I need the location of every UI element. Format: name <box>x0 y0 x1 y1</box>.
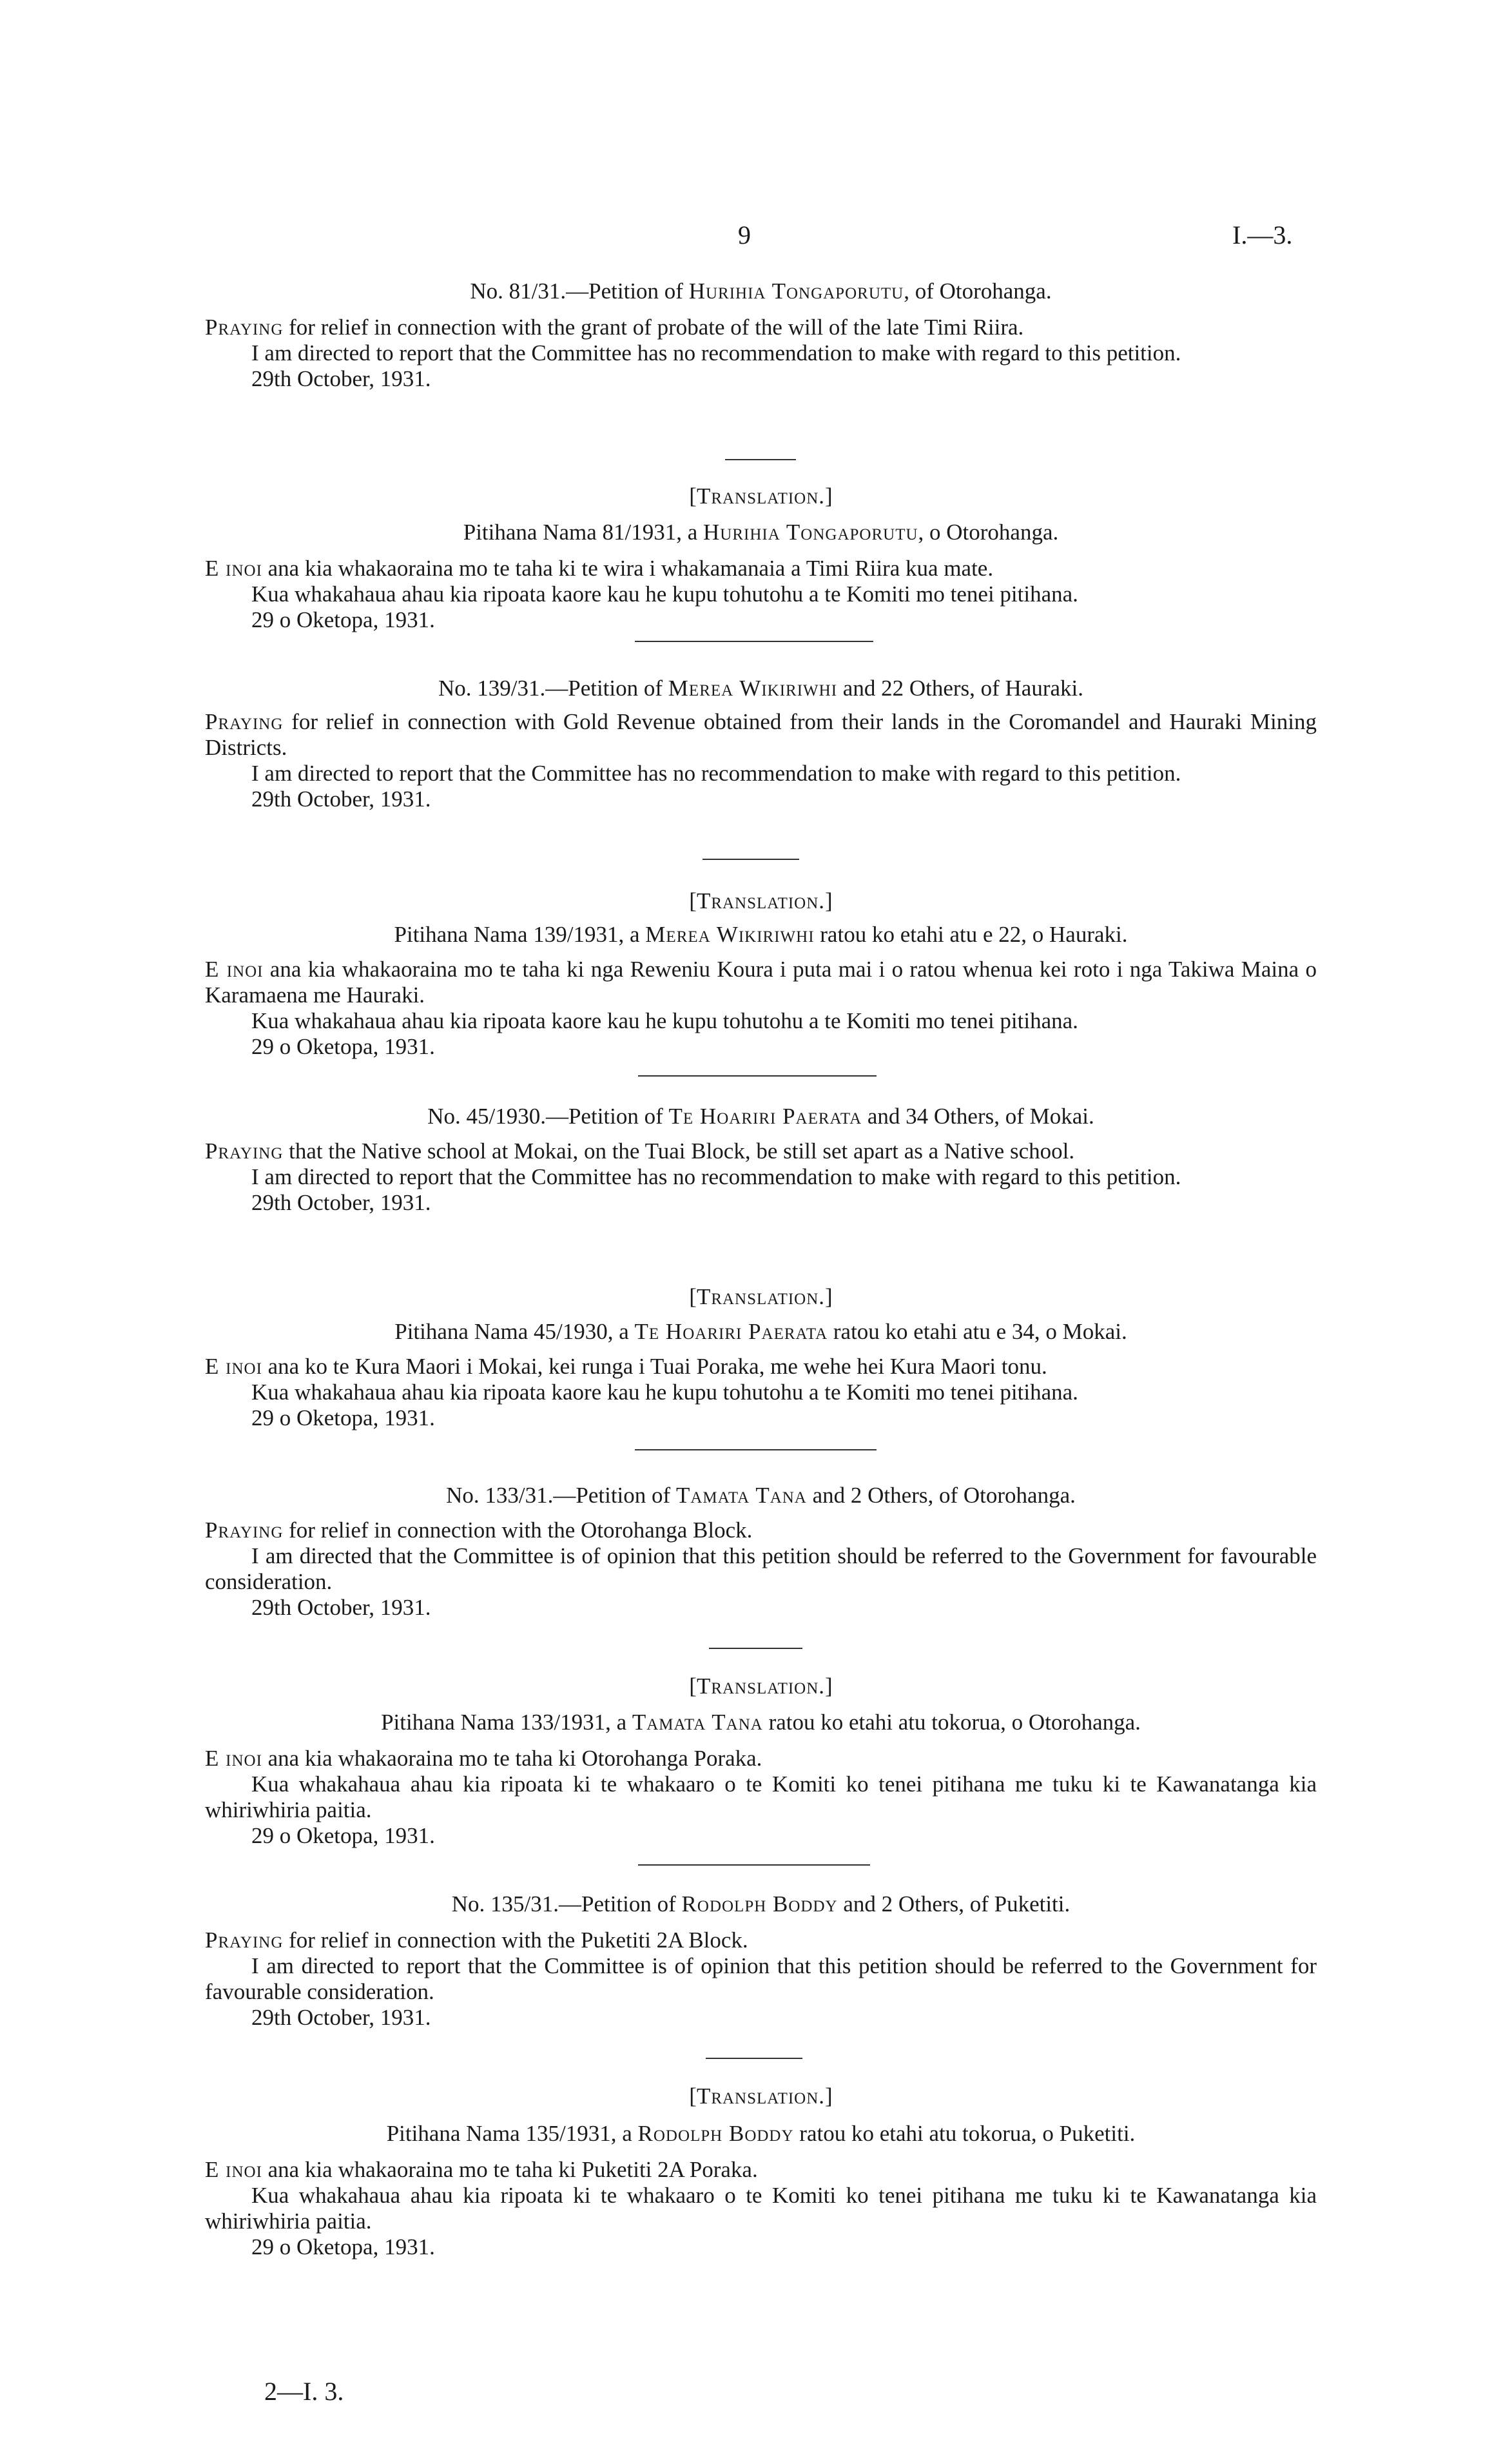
translation-4-date: 29 o Oketopa, 1931. <box>251 1823 435 1848</box>
divider <box>638 1864 870 1866</box>
translation-5-date: 29 o Oketopa, 1931. <box>251 2234 435 2259</box>
translation-5-title: Pitihana Nama 135/1931, a Rodolph Boddy ratou ko etahi atu tokorua, o Puketiti. <box>386 2121 1136 2146</box>
petition-1-date: 29th October, 1931. <box>251 366 431 391</box>
translation-1-title: Pitihana Nama 81/1931, a Hurihia Tongaporutu, o Otorohanga. <box>463 520 1059 545</box>
translation-3-inoi: E inoi ana ko te Kura Maori i Mokai, kei runga i Tuai Poraka, me wehe hei Kura Maori tonu. <box>205 1354 1047 1379</box>
divider <box>635 1449 877 1450</box>
divider <box>635 641 873 642</box>
translation-2-title: Pitihana Nama 139/1931, a Merea Wikiriwhi ratou ko etahi atu e 22, o Hauraki. <box>394 922 1128 947</box>
petition-5-body <box>205 1927 1317 2031</box>
page-number: 9 <box>738 220 751 249</box>
petition-1-title: No. 81/31.—Petition of Hurihia Tongaporutu, of Otorohanga. <box>470 278 1052 304</box>
translation-3-label: [Translation.] <box>689 1284 833 1309</box>
petition-1-body <box>205 315 1317 392</box>
translation-3-title: Pitihana Nama 45/1930, a Te Hoariri Paerata ratou ko etahi atu e 34, o Mokai. <box>394 1319 1127 1344</box>
signature-mark: 2—I. 3. <box>264 2377 344 2406</box>
petition-4-report: I am directed that the Committee is of opinion that this petition should be referred to the Government for favourable consideration. <box>205 1543 1317 1594</box>
translation-4-title: Pitihana Nama 133/1931, a Tamata Tana ratou ko etahi atu tokorua, o Otorohanga. <box>381 1710 1141 1735</box>
petition-3-body <box>205 1138 1317 1216</box>
translation-3-body <box>205 1354 1317 1431</box>
translation-2-report: Kua whakahaua ahau kia ripoata kaore kau he kupu tohutohu a te Komiti mo tenei pitihana. <box>251 1008 1078 1033</box>
petition-2-title: No. 139/31.—Petition of Merea Wikiriwhi and 22 Others, of Hauraki. <box>438 676 1084 701</box>
document-reference: I.—3. <box>1232 220 1293 249</box>
translation-1-date: 29 o Oketopa, 1931. <box>251 607 435 632</box>
petition-1-report: I am directed to report that the Committee has no recommendation to make with regard to this petition. <box>251 340 1181 366</box>
petition-3-praying: Praying that the Native school at Mokai, on the Tuai Block, be still set apart as a Native school. <box>205 1138 1075 1164</box>
translation-1-report: Kua whakahaua ahau kia ripoata kaore kau he kupu tohutohu a te Komiti mo tenei pitihana. <box>251 581 1078 607</box>
petition-3-report: I am directed to report that the Committee has no recommendation to make with regard to this petition. <box>251 1164 1181 1189</box>
divider <box>703 859 799 860</box>
translation-5-body <box>205 2157 1317 2260</box>
translation-5-label: [Translation.] <box>689 2083 833 2109</box>
divider <box>638 1075 877 1077</box>
divider <box>725 459 796 460</box>
translation-4-report: Kua whakahaua ahau kia ripoata ki te whakaaro o te Komiti ko tenei pitihana me tuku ki te Kawanatanga kia whiriwhiria paitia. <box>205 1771 1317 1822</box>
translation-2-inoi: E inoi ana kia whakaoraina mo te taha ki nga Reweniu Koura i puta mai i o ratou whenua kei roto i nga Takiwa Maina o Karamaena me Hauraki. <box>205 957 1317 1008</box>
petition-5-praying: Praying for relief in connection with the Puketiti 2A Block. <box>205 1927 748 1953</box>
petition-2-report: I am directed to report that the Committee has no recommendation to make with regard to this petition. <box>251 761 1181 786</box>
translation-3-date: 29 o Oketopa, 1931. <box>251 1405 435 1430</box>
translation-4-body <box>205 1746 1317 1849</box>
translation-1-inoi: E inoi ana kia whakaoraina mo te taha ki te wira i whakamanaia a Timi Riira kua mate. <box>205 556 994 581</box>
translation-1-label: [Translation.] <box>689 483 833 509</box>
petition-5-report: I am directed to report that the Committee is of opinion that this petition should be referred to the Government for favourable consideration. <box>205 1953 1317 2004</box>
petition-5-date: 29th October, 1931. <box>251 2005 431 2030</box>
petition-2-body <box>205 709 1317 812</box>
petition-1-praying: Praying for relief in connection with the grant of probate of the will of the late Timi Riira. <box>205 315 1024 340</box>
petition-2-date: 29th October, 1931. <box>251 786 431 812</box>
translation-5-report: Kua whakahaua ahau kia ripoata ki te whakaaro o te Komiti ko tenei pitihana me tuku ki te Kawanatanga kia whiriwhiria paitia. <box>205 2183 1317 2234</box>
translation-4-label: [Translation.] <box>689 1673 833 1699</box>
divider <box>706 2058 802 2059</box>
translation-5-inoi: E inoi ana kia whakaoraina mo te taha ki Puketiti 2A Poraka. <box>205 2157 758 2182</box>
petition-4-praying: Praying for relief in connection with the Otorohanga Block. <box>205 1517 753 1543</box>
petition-3-date: 29th October, 1931. <box>251 1190 431 1215</box>
petition-4-date: 29th October, 1931. <box>251 1595 431 1620</box>
translation-1-body <box>205 556 1317 633</box>
translation-2-label: [Translation.] <box>689 888 833 913</box>
petition-2-praying: Praying for relief in connection with Gold Revenue obtained from their lands in the Coromandel and Hauraki Mining Districts. <box>205 709 1317 760</box>
translation-2-body <box>205 957 1317 1060</box>
divider <box>709 1648 802 1649</box>
translation-4-inoi: E inoi ana kia whakaoraina mo te taha ki Otorohanga Poraka. <box>205 1746 762 1771</box>
petition-3-title: No. 45/1930.—Petition of Te Hoariri Paerata and 34 Others, of Mokai. <box>427 1104 1094 1129</box>
petition-5-title: No. 135/31.—Petition of Rodolph Boddy and 2 Others, of Puketiti. <box>451 1891 1071 1917</box>
translation-3-report: Kua whakahaua ahau kia ripoata kaore kau he kupu tohutohu a te Komiti mo tenei pitihana. <box>251 1380 1078 1405</box>
petition-4-body <box>205 1517 1317 1621</box>
translation-2-date: 29 o Oketopa, 1931. <box>251 1034 435 1059</box>
petition-4-title: No. 133/31.—Petition of Tamata Tana and 2 Others, of Otorohanga. <box>446 1483 1076 1508</box>
